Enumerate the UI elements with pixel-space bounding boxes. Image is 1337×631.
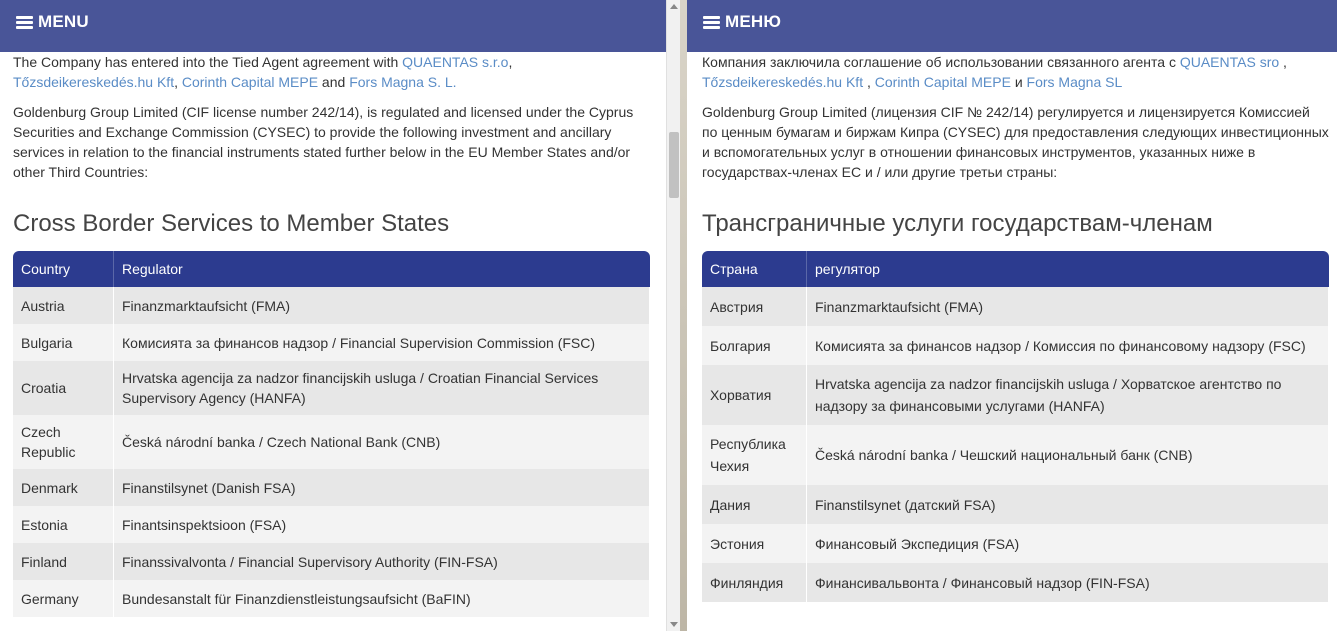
regulator-cell: Hrvatska agencija za nadzor financijskih usluga / Croatian Financial Services Supervisory Agency (HANFA) xyxy=(114,361,650,415)
country-cell: Denmark xyxy=(13,469,114,506)
russian-page-pane xyxy=(687,0,1337,631)
table-header-row xyxy=(13,251,650,287)
country-cell: Estonia xyxy=(13,506,114,543)
country-cell: Эстония xyxy=(702,524,807,563)
menu-button[interactable] xyxy=(16,11,89,33)
country-cell: Австрия xyxy=(702,287,807,326)
menu-label: МЕНЮ xyxy=(725,12,782,31)
table-row xyxy=(13,506,650,543)
regulator-column-header: Regulator xyxy=(114,251,650,287)
regulator-cell: Hrvatska agencija za nadzor financijskih usluga / Хорватское агентство по надзору за финансовыми услугами (HANFA) xyxy=(807,365,1329,425)
regulator-cell: Finanzmarktaufsicht (FMA) xyxy=(114,287,650,324)
table-row xyxy=(13,324,650,361)
menu-label: MENU xyxy=(38,12,89,31)
regulator-cell: Bundesanstalt für Finanzdienstleistungsaufsicht (BaFIN) xyxy=(114,580,650,617)
regulator-cell: Finanstilsynet (датский FSA) xyxy=(807,485,1329,524)
license-paragraph: Goldenburg Group Limited (лицензия CIF № 242/14) регулируется и лицензируется Комиссией по ценным бумагам и биржам Кипра (CYSEC) для предоставления следующих инвестиционных и вспомогательных услуг в отношении финансовых инструментов, указанных ниже в государствах-членах ЕС и / или другие третьи страны: xyxy=(702,104,1329,180)
country-cell: Финляндия xyxy=(702,563,807,602)
country-cell: Хорватия xyxy=(702,365,807,425)
tozsde-link[interactable]: Tőzsdeikereskedés.hu Kft xyxy=(13,74,175,90)
regulator-cell: Финансовый Экспедиция (FSA) xyxy=(807,524,1329,563)
country-cell: Bulgaria xyxy=(13,324,114,361)
corinth-link[interactable]: Corinth Capital MEPE xyxy=(181,74,319,90)
regulator-cell: Finantsinspektsioon (FSA) xyxy=(114,506,650,543)
country-column-header: Страна xyxy=(702,251,807,287)
corinth-link[interactable]: Corinth Capital MEPE xyxy=(874,74,1011,90)
page-content xyxy=(702,52,1329,602)
page-content xyxy=(13,52,650,617)
table-row xyxy=(13,469,650,506)
regulator-cell: Česká národní banka / Чешский национальный банк (CNB) xyxy=(807,425,1329,485)
tied-agent-paragraph: Компания заключила соглашение об использовании связанного агента с QUAENTAS sro , Tőzsdeikereskedés.hu Kft , Corinth Capital MEPE и Fors Magna SL xyxy=(702,54,1287,90)
english-page-pane xyxy=(0,0,666,631)
tied-agent-paragraph: The Company has entered into the Tied Agent agreement with QUAENTAS s.r.o, Tőzsdeikereskedés.hu Kft, Corinth Capital MEPE and Fors Magna S. L. xyxy=(13,54,513,90)
regulator-cell: Финансивальвонта / Финансовый надзор (FIN-FSA) xyxy=(807,563,1329,602)
country-cell: Germany xyxy=(13,580,114,617)
tozsde-link[interactable]: Tőzsdeikereskedés.hu Kft xyxy=(702,74,864,90)
regulator-column-header: регулятор xyxy=(807,251,1329,287)
table-row xyxy=(702,524,1329,563)
country-column-header: Country xyxy=(13,251,114,287)
table-row xyxy=(702,326,1329,365)
hamburger-icon xyxy=(16,16,33,29)
regulator-cell: Finanstilsynet (Danish FSA) xyxy=(114,469,650,506)
country-cell: Finland xyxy=(13,543,114,580)
fors-magna-link[interactable]: Fors Magna S. L. xyxy=(349,74,457,90)
top-navigation-bar xyxy=(687,0,1337,52)
top-navigation-bar xyxy=(0,0,666,52)
background-window-strip xyxy=(680,0,687,631)
vertical-scrollbar[interactable] xyxy=(666,0,680,631)
section-heading: Трансграничные услуги государствам-членам xyxy=(702,210,1213,237)
country-cell: Республика Чехия xyxy=(702,425,807,485)
quaentas-link[interactable]: QUAENTAS s.r.o xyxy=(402,54,509,70)
table-row xyxy=(702,365,1329,425)
country-cell: Дания xyxy=(702,485,807,524)
scroll-up-arrow-icon[interactable] xyxy=(670,4,678,9)
table-row xyxy=(702,425,1329,485)
regulator-cell: Finanssivalvonta / Financial Supervisory Authority (FIN-FSA) xyxy=(114,543,650,580)
table-row xyxy=(13,287,650,324)
regulator-cell: Комисията за финансов надзор / Financial Supervision Commission (FSC) xyxy=(114,324,650,361)
country-cell: Czech Republic xyxy=(13,415,114,469)
country-cell: Болгария xyxy=(702,326,807,365)
regulator-cell: Česká národní banka / Czech National Bank (CNB) xyxy=(114,415,650,469)
regulators-table xyxy=(13,251,650,617)
table-header-row xyxy=(702,251,1329,287)
table-row xyxy=(13,415,650,469)
table-row xyxy=(702,485,1329,524)
country-cell: Croatia xyxy=(13,361,114,415)
regulators-table xyxy=(702,251,1329,602)
table-row xyxy=(13,361,650,415)
fors-magna-link[interactable]: Fors Magna SL xyxy=(1026,74,1123,90)
table-row xyxy=(13,580,650,617)
license-paragraph: Goldenburg Group Limited (CIF license number 242/14), is regulated and licensed under the Cyprus Securities and Exchange Commission (CYSEC) to provide the following investment and ancillary services in relation to the financial instruments stated further below in the EU Member States and/or other Third Countries: xyxy=(13,104,634,180)
table-row xyxy=(13,543,650,580)
scrollbar-thumb[interactable] xyxy=(669,132,679,198)
table-row xyxy=(702,287,1329,326)
table-row xyxy=(702,563,1329,602)
regulator-cell: Комисията за финансов надзор / Комиссия по финансовому надзору (FSC) xyxy=(807,326,1329,365)
scroll-down-arrow-icon[interactable] xyxy=(670,622,678,627)
regulator-cell: Finanzmarktaufsicht (FMA) xyxy=(807,287,1329,326)
section-heading: Cross Border Services to Member States xyxy=(13,210,450,237)
country-cell: Austria xyxy=(13,287,114,324)
hamburger-icon xyxy=(703,16,720,29)
menu-button[interactable] xyxy=(703,11,781,33)
quaentas-link[interactable]: QUAENTAS sro xyxy=(1179,54,1280,70)
